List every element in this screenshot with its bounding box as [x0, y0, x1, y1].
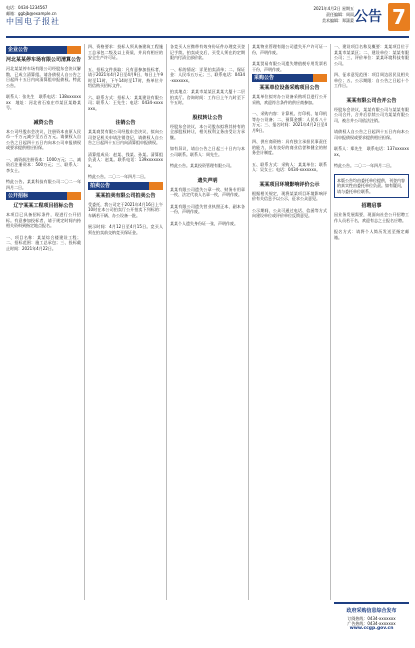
page-number-badge: 7 [388, 3, 410, 31]
notice-text: 因业务发展需要，现面向社会公开招聘工作人员若干名，欢迎有志之士报名应聘。 [334, 212, 409, 223]
header-date: 2021年4月2日 星期五 [313, 6, 354, 11]
header-info-line: 电话：0434-1234567 [6, 5, 48, 10]
notice-text: 五、招标文件获取：凡有意参加投标者，请于2021年4月2日至4月9日，每日上午9时至11时，下午14时至17时，持单位介绍信购买招标文件。 [88, 66, 163, 88]
notice-title: 河北某某停车场有限公司清算公告 [6, 57, 81, 63]
notice-text: 某某物业管理有限公司遗失开户许可证一份，声明作废。 [252, 44, 327, 55]
column-2 [88, 44, 163, 600]
notice-text: 清算组成员：赵某、钱某、孙某。清算组负责人：赵某。联系电话：139xxxxxxxx。 [88, 151, 163, 168]
section-bar: 拍卖公告 [88, 182, 163, 190]
notice-text: 四、征求意见范围：项目周边居民及相关单位；五、公示期限：自公告之日起十个工作日。 [334, 72, 409, 88]
notice-text: 某某单位拟对办公设备采购项目进行公开采购，欢迎符合条件的供应商参加。 [252, 94, 327, 105]
notice-text: 五、联系方式：采购人：某某单位；联系人：吴女士；电话：0434-xxxxxxx。 [252, 161, 327, 172]
column-3 [170, 44, 245, 600]
notice-text: 四、资格要求：投标人须具备建筑工程施工总承包二级及以上资质，并具有相应的安全生产许可证。 [88, 44, 163, 60]
notice-text: 某某有限公司遗失营业执照正本、副本各一份，声明作废。 [170, 203, 245, 214]
notice-text: 一、项目名称：某某综合楼建设工程；二、招标范围：施工总承包；三、投标截止时间：2021年4月22日。 [6, 234, 81, 251]
notice-text: 经股东会决议，本公司股东拟将其持有的全部股权转让，相关权利义务由受让方承继。 [170, 123, 245, 140]
notice-title: 某某单位设备采购项目公告 [259, 85, 320, 91]
notice-title: 股权转让公告 [192, 114, 223, 121]
notice-text: 本项目已具备招标条件，现进行公开招标。有意参加投标者，请于规定时间内持相关资料到指定地点报名。 [6, 212, 81, 228]
contact-line: 广告热线：0434-xxxxxxx [347, 621, 396, 626]
contact-strip-title: 政府采购信息综合发布 [346, 608, 397, 614]
spacer [170, 106, 245, 112]
notice-text: 联系人：张先生 联系电话：138xxxxxxxx 地址：河北省石家庄市某区某路某号。 [6, 94, 81, 110]
notice-text: 受委托，我公司定于2021年4月16日上午10时在本公司拍卖厅公开拍卖下列标的：车辆若干辆、办公设备一批。 [88, 201, 163, 218]
notice-text: 四、供应商资格：具有独立承担民事责任的能力，具有良好的商业信誉和健全的财务会计制度。 [252, 139, 327, 155]
section-bar: 采购公告 [252, 74, 327, 82]
contact-url: www.ccgp.gov.cn [349, 626, 394, 631]
notice-text: 特此公告。二〇二一年四月二日。 [88, 174, 148, 179]
notice-text: 河北某某停车场有限公司经股东会决议解散，已成立清算组。请各债权人自公告之日起四十五日内向清算组申报债权。特此公告。 [6, 66, 81, 88]
column-divider [84, 44, 85, 600]
notice-text: 拍卖地点：某某市某某区某某大厦十二层拍卖厅。咨询时间：工作日上午九时至下午五时。 [170, 89, 245, 105]
notice-columns [6, 44, 409, 600]
notice-title: 招聘启事 [361, 203, 382, 209]
notice-text: 某某个人遗失身份证一张，声明作废。 [170, 220, 238, 226]
contact-line: 订阅热线：0434-xxxxxxx [347, 616, 396, 621]
notice-text: 一、采购内容：计算机、打印机、复印机等办公设备；二、预算金额：人民币八十万元；三、报名时间：2021年4月2日至4月9日。 [252, 111, 327, 133]
spacer [334, 89, 409, 95]
notice-title: 遗失声明 [197, 177, 218, 184]
notice-text: 某某有限公司遗失公章一枚、财务专用章一枚、法定代表人名章一枚，声明作废。 [170, 186, 245, 197]
notice-title: 某某拍卖有限公司拍卖公告 [95, 192, 156, 199]
notice-title: 注销公告 [115, 120, 136, 126]
notice-text: 本公司经股东会决议，注册资本由原人民币一千万元减少至五百万元。请债权人自公告之日起四十五日内向本公司申报债权或要求提供相应担保。 [6, 128, 81, 150]
column-divider [166, 44, 167, 600]
notice-text: 六、联系方式：招标人：某某建设有限公司；联系人：王先生；电话：0434-xxxxxxx。 [88, 94, 163, 111]
notice-text: 展示时间：4月12日至4月15日。竞买人须在拍卖前交纳竞买保证金。 [88, 224, 163, 235]
column-5 [334, 44, 409, 600]
spacer [6, 111, 81, 117]
masthead-logo: 中国电子报社 [6, 17, 60, 26]
notice-text: 特此公告。某某科技有限公司二〇二一年四月二日。 [6, 179, 81, 190]
notice-text: 公示期间，公众可通过电话、信函等方式向建设单位或评价单位反馈意见。 [252, 207, 327, 218]
notice-text: 一、建设项目名称及概要：某某项目位于某某市某某区；二、建设单位：某某有限公司；三、评价单位：某某环境科技有限公司。 [334, 44, 409, 66]
spacer [170, 169, 245, 175]
column-divider [248, 44, 249, 600]
header-editor: 责任编辑：周雨 [326, 12, 354, 17]
notice-title: 辽宁某某工程项目招标公告 [13, 203, 74, 209]
contact-strip-lines [334, 616, 409, 626]
notice-text: 报名方式：请将个人简历发送至指定邮箱。 [334, 229, 409, 240]
notice-text: 特此公告。二〇二一年四月二日。 [334, 163, 394, 168]
header-right-info [268, 6, 354, 24]
section-title: 公告 [354, 9, 382, 25]
notice-title: 减资公告 [33, 119, 54, 126]
notice-text: 联系人：郑先生 联系电话：137xxxxxxxx。 [334, 146, 409, 157]
notice-text: 各竞买人应携带有效身份证件办理竞买登记手续。拍卖成交后，买受人须在约定期限内付清全部价款。 [170, 44, 245, 60]
spacer [88, 111, 163, 117]
notice-title: 某某有限公司合并公告 [346, 97, 397, 104]
header-divider [6, 36, 409, 38]
column-4 [252, 44, 327, 600]
column-divider [330, 44, 331, 600]
notice-text: 一、标的情况：详见拍卖清单；二、保证金：人民币五万元；三、联系电话：0434-xxxxxxx。 [170, 66, 245, 83]
notice-text: 一、减资前注册资本：1000万元；二、减资后注册资本：500万元；三、联系人：李女士。 [6, 156, 81, 173]
notice-text: 特此公告。某某投资管理有限公司。 [170, 163, 234, 168]
notice-box: 本版公告均由委托单位提供，刊登内容的真实性由委托单位负责。如有疑问，请与委托单位联系。 [334, 174, 409, 199]
notice-text: 某某商贸有限公司经股东会决议，拟向公司登记机关申请注销登记，请债权人自公告之日起四十五日内向清算组申报债权。 [88, 129, 163, 145]
notice-text: 根据相关规定，现将某某项目环境影响评价有关信息予以公示，征求公众意见。 [252, 190, 327, 201]
header-art-editor: 美术编辑：郑潇蒙 [322, 18, 354, 23]
notice-text: 经股东会决议，某某有限公司与某某有限公司合并，合并后存续公司为某某有限公司，被合并公司依法注销。 [334, 106, 409, 123]
contact-strip [334, 602, 409, 644]
notice-text: 如有异议，请自公告之日起三十日内与本公司联系。联系人：周先生。 [170, 146, 245, 157]
spacer [252, 173, 327, 179]
section-bar: 企业公告 [6, 46, 81, 54]
notice-title: 某某项目环境影响评价公示 [259, 181, 320, 188]
page-header [0, 0, 415, 40]
section-bar: 公开招标 [6, 192, 81, 200]
column-1 [6, 44, 81, 600]
notice-text: 请债权人自公告之日起四十五日内向本公司申报债权或要求提供相应担保。 [334, 129, 409, 140]
notice-text: 某某贸易有限公司遗失增值税专用发票若干份，声明作废。 [252, 61, 327, 72]
header-info-line: 邮箱：ggbjb@example.cn [6, 11, 57, 16]
